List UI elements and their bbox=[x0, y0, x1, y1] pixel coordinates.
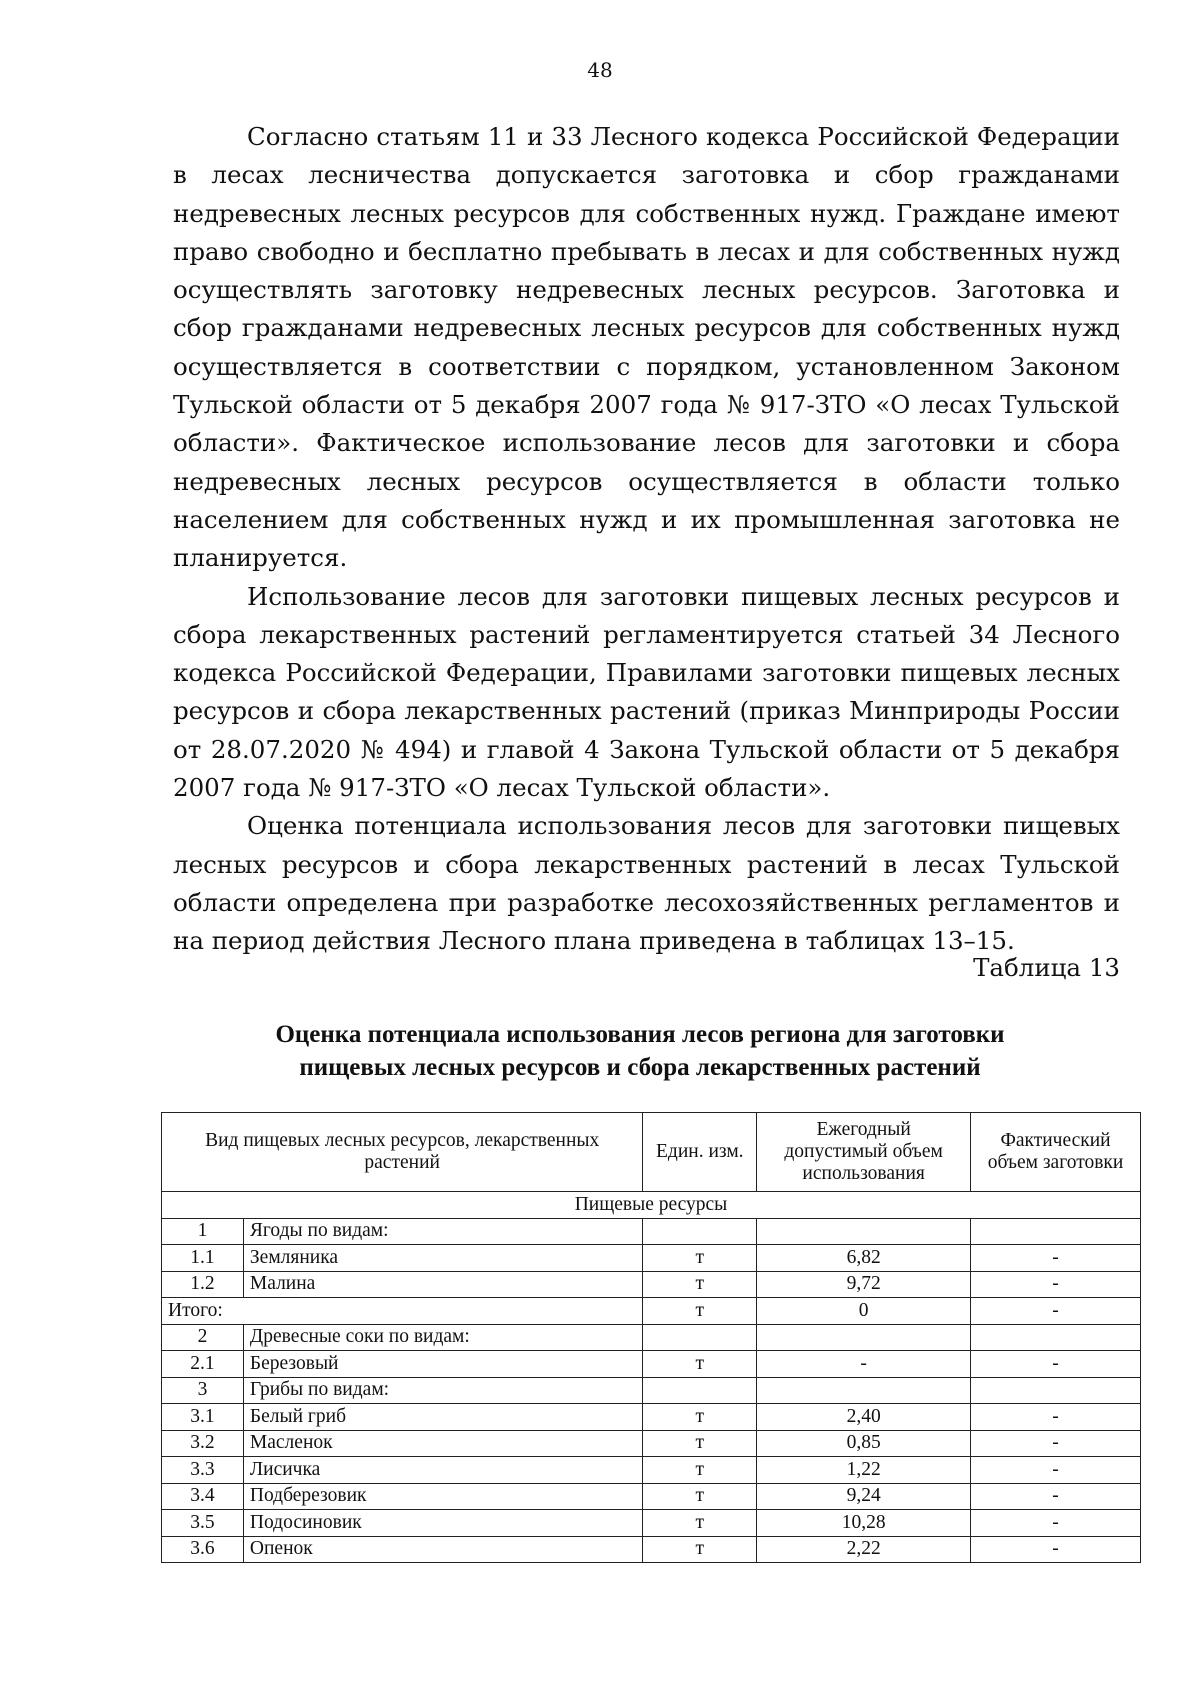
row-name: Земляника bbox=[243, 1245, 642, 1272]
row-number: 3.6 bbox=[162, 1536, 244, 1563]
row-number: 3 bbox=[162, 1377, 244, 1404]
group-row bbox=[162, 1218, 1141, 1245]
row-annual: 2,22 bbox=[757, 1536, 971, 1563]
paragraph-2: Использование лесов для заготовки пищевых лесных ресурсов и сбора лекарственных растений регламентируется статьей 34 Лесного кодекса Российской Федерации, Правилами заготовки пищевых лесных ресурсов и сбора лекарственных растений (приказ Минприроды России от 28.07.2020 № 494) и главой 4 Закона Тульской области от 5 декабря 2007 года № 917-ЗТО «О лесах Тульской области». bbox=[173, 581, 1120, 803]
resources-table bbox=[161, 1112, 1141, 1563]
section-food: Пищевые ресурсы bbox=[162, 1192, 1141, 1219]
row-name: Ягоды по видам: bbox=[243, 1218, 642, 1245]
table-header-row bbox=[162, 1113, 1141, 1192]
row-name: Масленок bbox=[243, 1430, 642, 1457]
row-number: 1.2 bbox=[162, 1271, 244, 1298]
row-annual: 6,82 bbox=[757, 1245, 971, 1272]
row-actual: - bbox=[971, 1351, 1141, 1378]
row-annual: 9,72 bbox=[757, 1271, 971, 1298]
row-unit: т bbox=[643, 1430, 757, 1457]
row-name: Опенок bbox=[243, 1536, 642, 1563]
body-text bbox=[173, 118, 1120, 961]
row-unit: т bbox=[643, 1536, 757, 1563]
row-actual: - bbox=[971, 1404, 1141, 1431]
row-number: 3.5 bbox=[162, 1510, 244, 1537]
row-name: Березовый bbox=[243, 1351, 642, 1378]
row-unit bbox=[643, 1377, 757, 1404]
row-actual: - bbox=[971, 1430, 1141, 1457]
row-actual: - bbox=[971, 1536, 1141, 1563]
row-unit: т bbox=[643, 1351, 757, 1378]
row-unit: т bbox=[643, 1457, 757, 1484]
table-row bbox=[162, 1404, 1141, 1431]
row-unit bbox=[643, 1324, 757, 1351]
table-row bbox=[162, 1536, 1141, 1563]
row-annual: 1,22 bbox=[757, 1457, 971, 1484]
header-type: Вид пищевых лесных ресурсов, лекарственных растений bbox=[162, 1113, 643, 1192]
row-unit: т bbox=[643, 1483, 757, 1510]
row-name: Лисичка bbox=[243, 1457, 642, 1484]
row-annual: 10,28 bbox=[757, 1510, 971, 1537]
row-number: 3.3 bbox=[162, 1457, 244, 1484]
table-title bbox=[160, 1018, 1120, 1084]
row-unit: т bbox=[643, 1510, 757, 1537]
table-row bbox=[162, 1351, 1141, 1378]
row-name: Подосиновик bbox=[243, 1510, 642, 1537]
row-actual: - bbox=[971, 1483, 1141, 1510]
total-unit: т bbox=[643, 1298, 757, 1325]
total-label: Итого: bbox=[162, 1298, 643, 1325]
row-name: Малина bbox=[243, 1271, 642, 1298]
row-actual bbox=[971, 1324, 1141, 1351]
row-unit bbox=[643, 1218, 757, 1245]
row-actual: - bbox=[971, 1245, 1141, 1272]
table-title-line-2: пищевых лесных ресурсов и сбора лекарственных растений bbox=[299, 1054, 981, 1081]
row-number: 3.4 bbox=[162, 1483, 244, 1510]
row-name: Грибы по видам: bbox=[243, 1377, 642, 1404]
row-annual: - bbox=[757, 1351, 971, 1378]
row-number: 2 bbox=[162, 1324, 244, 1351]
row-actual bbox=[971, 1377, 1141, 1404]
table-row bbox=[162, 1271, 1141, 1298]
header-actual: Фактический объем заготовки bbox=[971, 1113, 1141, 1192]
row-number: 3.1 bbox=[162, 1404, 244, 1431]
row-annual bbox=[757, 1324, 971, 1351]
table-row bbox=[162, 1510, 1141, 1537]
table-row bbox=[162, 1457, 1141, 1484]
table-caption: Таблица 13 bbox=[973, 953, 1120, 982]
table-row bbox=[162, 1430, 1141, 1457]
paragraph-3: Оценка потенциала использования лесов для заготовки пищевых лесных ресурсов и сбора лекарственных растений в лесах Тульской области определена при разработке лесохозяйственных регламентов и на период действия Лесного плана приведена в таблицах 13–15. bbox=[173, 811, 1120, 956]
total-row bbox=[162, 1298, 1141, 1325]
row-number: 1.1 bbox=[162, 1245, 244, 1272]
page-number: 48 bbox=[587, 58, 613, 82]
table-row bbox=[162, 1483, 1141, 1510]
total-actual: - bbox=[971, 1298, 1141, 1325]
row-actual: - bbox=[971, 1457, 1141, 1484]
table-title-line-1: Оценка потенциала использования лесов региона для заготовки bbox=[275, 1021, 1005, 1048]
paragraph-1: Согласно статьям 11 и 33 Лесного кодекса Российской Федерации в лесах лесничества допускается заготовка и сбор гражданами недревесных лесных ресурсов для собственных нужд. Граждане имеют право свободно и бесплатно пребывать в лесах и для собственных нужд осуществлять заготовку недревесных лесных ресурсов. Заготовка и сбор гражданами недревесных лесных ресурсов для собственных нужд осуществляется в соответствии с порядком, установленном Законом Тульской области от 5 декабря 2007 года № 917-ЗТО «О лесах Тульской области». Фактическое использование лесов для заготовки и сбора недревесных лесных ресурсов осуществляется в области только населением для собственных нужд и их промышленная заготовка не планируется. bbox=[173, 122, 1120, 573]
row-name: Белый гриб bbox=[243, 1404, 642, 1431]
header-annual: Ежегодный допустимый объем использования bbox=[757, 1113, 971, 1192]
row-actual bbox=[971, 1218, 1141, 1245]
row-actual: - bbox=[971, 1271, 1141, 1298]
row-unit: т bbox=[643, 1245, 757, 1272]
row-unit: т bbox=[643, 1404, 757, 1431]
row-number: 3.2 bbox=[162, 1430, 244, 1457]
row-unit: т bbox=[643, 1271, 757, 1298]
row-annual: 9,24 bbox=[757, 1483, 971, 1510]
row-name: Древесные соки по видам: bbox=[243, 1324, 642, 1351]
row-number: 2.1 bbox=[162, 1351, 244, 1378]
section-row bbox=[162, 1192, 1141, 1219]
row-actual: - bbox=[971, 1510, 1141, 1537]
row-annual: 2,40 bbox=[757, 1404, 971, 1431]
group-row bbox=[162, 1377, 1141, 1404]
total-annual: 0 bbox=[757, 1298, 971, 1325]
header-unit: Един. изм. bbox=[643, 1113, 757, 1192]
row-annual bbox=[757, 1218, 971, 1245]
group-row bbox=[162, 1324, 1141, 1351]
row-number: 1 bbox=[162, 1218, 244, 1245]
row-name: Подберезовик bbox=[243, 1483, 642, 1510]
table-row bbox=[162, 1245, 1141, 1272]
row-annual: 0,85 bbox=[757, 1430, 971, 1457]
row-annual bbox=[757, 1377, 971, 1404]
